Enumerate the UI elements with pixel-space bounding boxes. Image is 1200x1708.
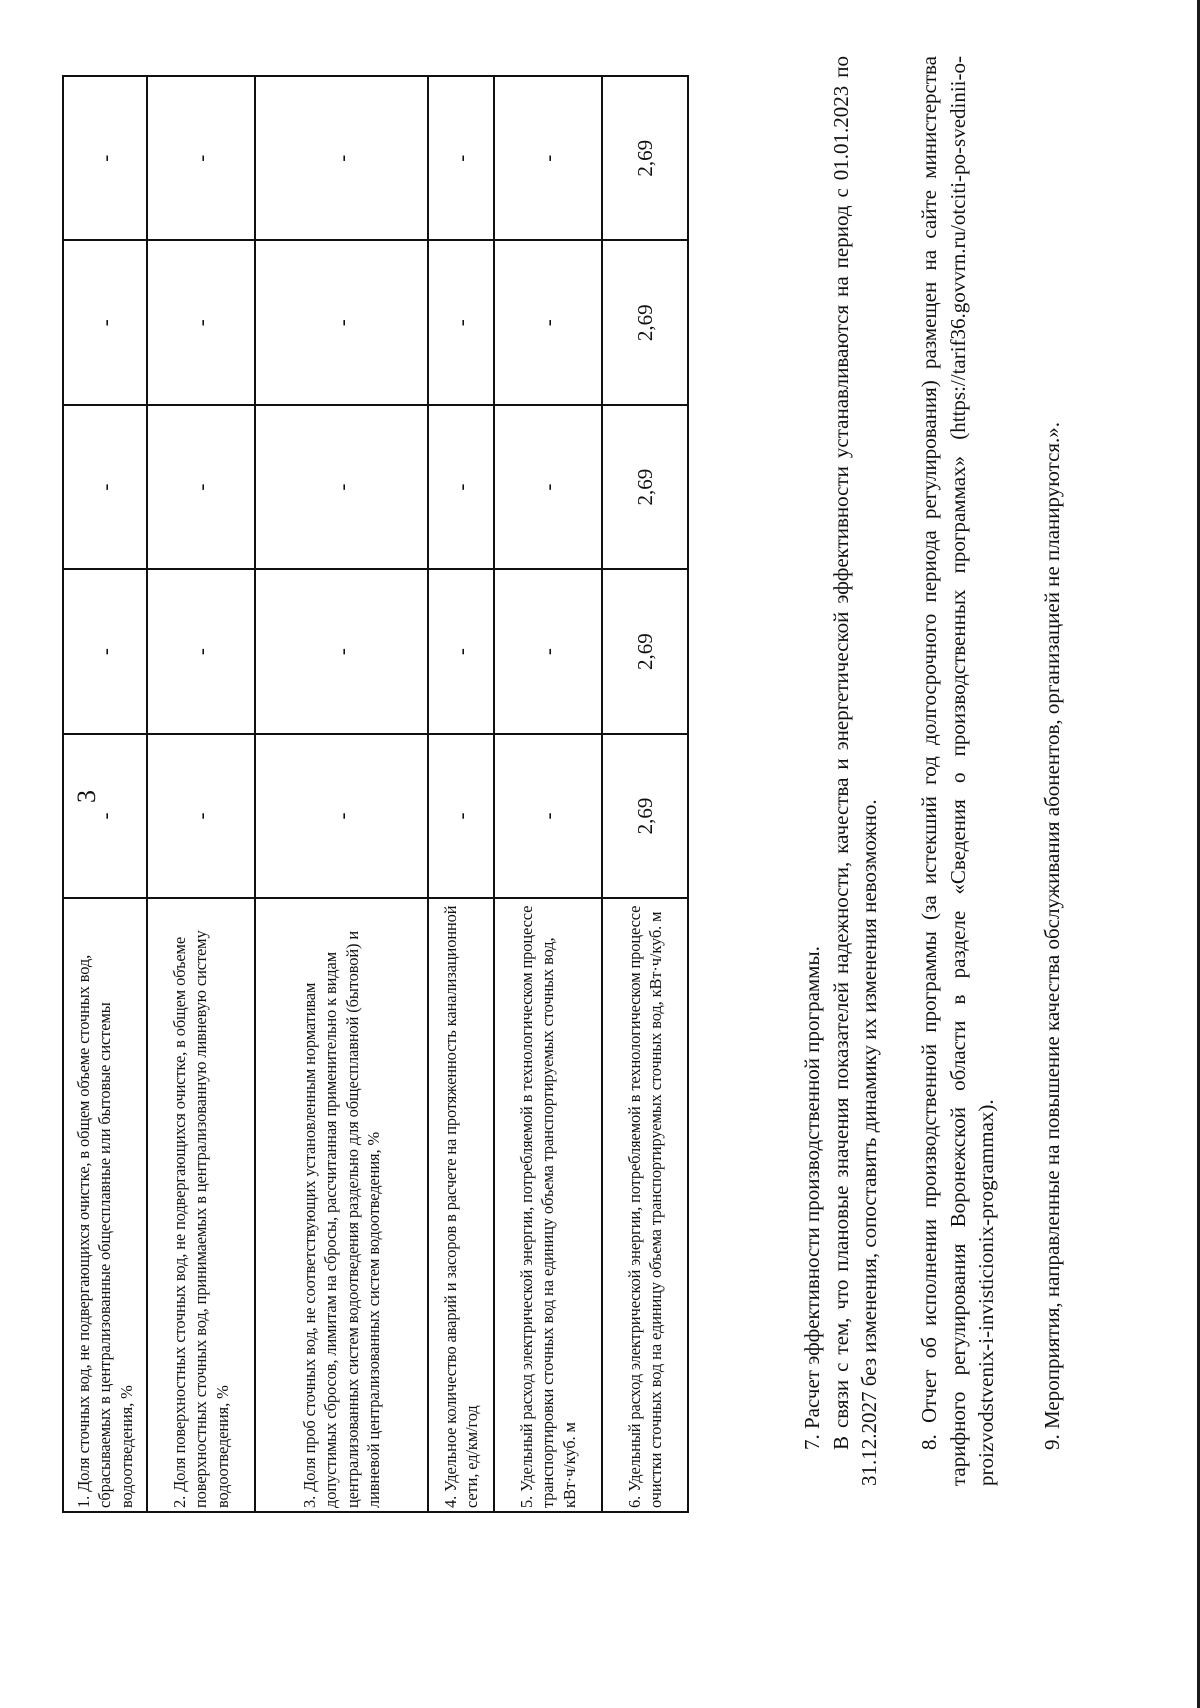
section-7 <box>798 56 884 1486</box>
value-cell: 2,69 <box>602 734 688 898</box>
value-cell: 2,69 <box>602 241 688 405</box>
value-cell: - <box>147 76 255 241</box>
value-cell: - <box>428 241 494 405</box>
value-cell: - <box>63 405 147 569</box>
page-number: 3 <box>72 790 101 803</box>
value-cell: - <box>428 405 494 569</box>
section-7-heading: 7. Расчет эффективности производственной программы. <box>800 946 824 1450</box>
value-cell: - <box>63 734 147 898</box>
value-cell: - <box>494 241 602 405</box>
indicator-label: 1. Доля сточных вод, не подвергающихся очистке, в общем объеме сточных вод, сбрасываемых в централизованные общесплавные или бытовые системы водоотведения, % <box>63 898 147 1512</box>
value-cell: - <box>255 241 428 405</box>
value-cell: - <box>255 734 428 898</box>
value-cell: - <box>428 734 494 898</box>
section-9 <box>1038 56 1067 1486</box>
value-cell: - <box>147 405 255 569</box>
value-cell: - <box>147 734 255 898</box>
indicator-label: 3. Доля проб сточных вод, не соответствующих установленным нормативам допустимых сбросов, лимитам на сбросы, рассчитанная применительно к видам централизованных систем водоотведения раздельно для общесплавной (бытовой) и ливневой централизованных систем водоотведения, % <box>255 898 428 1512</box>
value-cell: - <box>428 76 494 241</box>
value-cell: - <box>494 569 602 733</box>
table-row <box>494 76 602 1512</box>
table-row <box>63 76 147 1512</box>
section-7-body: В связи с тем, что плановые значения показателей надежности, качества и энергетической эффективности устанавливаются на период с 01.01.2023 по 31.12.2027 без изменения, сопоставить динамику их изменения невозможно. <box>828 56 881 1486</box>
value-cell: - <box>255 405 428 569</box>
indicator-label: 4. Удельное количество аварий и засоров в расчете на протяженность канализационной сети, ед/км/год <box>428 898 494 1512</box>
value-cell: - <box>494 734 602 898</box>
section-9-body: 9. Мероприятия, направленные на повышение качества обслуживания абонентов, организацией не планируются.». <box>1040 421 1064 1450</box>
value-cell: - <box>428 569 494 733</box>
table-row <box>602 76 688 1512</box>
value-cell: - <box>255 76 428 241</box>
value-cell: - <box>255 569 428 733</box>
section-8-body: 8. Отчет об исполнении производственной программы (за истекший год долгосрочного периода регулирования) размещен на сайте министерства тарифного регулирования Воронежской области в разделе «Сведения о производственных программах» (https://tarif36.govvrn.ru/otciti-po-svedinii-o-proizvodstvenix-i-invisticionix-programmax). <box>917 56 998 1486</box>
value-cell: - <box>147 241 255 405</box>
table-row <box>147 76 255 1512</box>
value-cell: 2,69 <box>602 569 688 733</box>
section-8 <box>915 56 1001 1486</box>
indicator-label: 6. Удельный расход электрической энергии, потребляемой в технологическом процессе очистки сточных вод на единицу объема транспортируемых сточных вод, кВт·ч/куб. м <box>602 898 688 1512</box>
indicator-label: 2. Доля поверхностных сточных вод, не подвергающихся очистке, в общем объеме поверхностных сточных вод, принимаемых в централизованную ливневую систему водоотведения, % <box>147 898 255 1512</box>
value-cell: - <box>63 76 147 241</box>
value-cell: - <box>494 405 602 569</box>
indicators-table <box>62 75 689 1513</box>
value-cell: - <box>63 241 147 405</box>
table-row <box>255 76 428 1512</box>
value-cell: - <box>63 569 147 733</box>
value-cell: - <box>147 569 255 733</box>
table-row <box>428 76 494 1512</box>
value-cell: - <box>494 76 602 241</box>
indicator-label: 5. Удельный расход электрической энергии, потребляемой в технологическом процессе транспортировки сточных вод на единицу объема транспортируемых сточных вод, кВт·ч/куб. м <box>494 898 602 1512</box>
value-cell: 2,69 <box>602 76 688 241</box>
value-cell: 2,69 <box>602 405 688 569</box>
